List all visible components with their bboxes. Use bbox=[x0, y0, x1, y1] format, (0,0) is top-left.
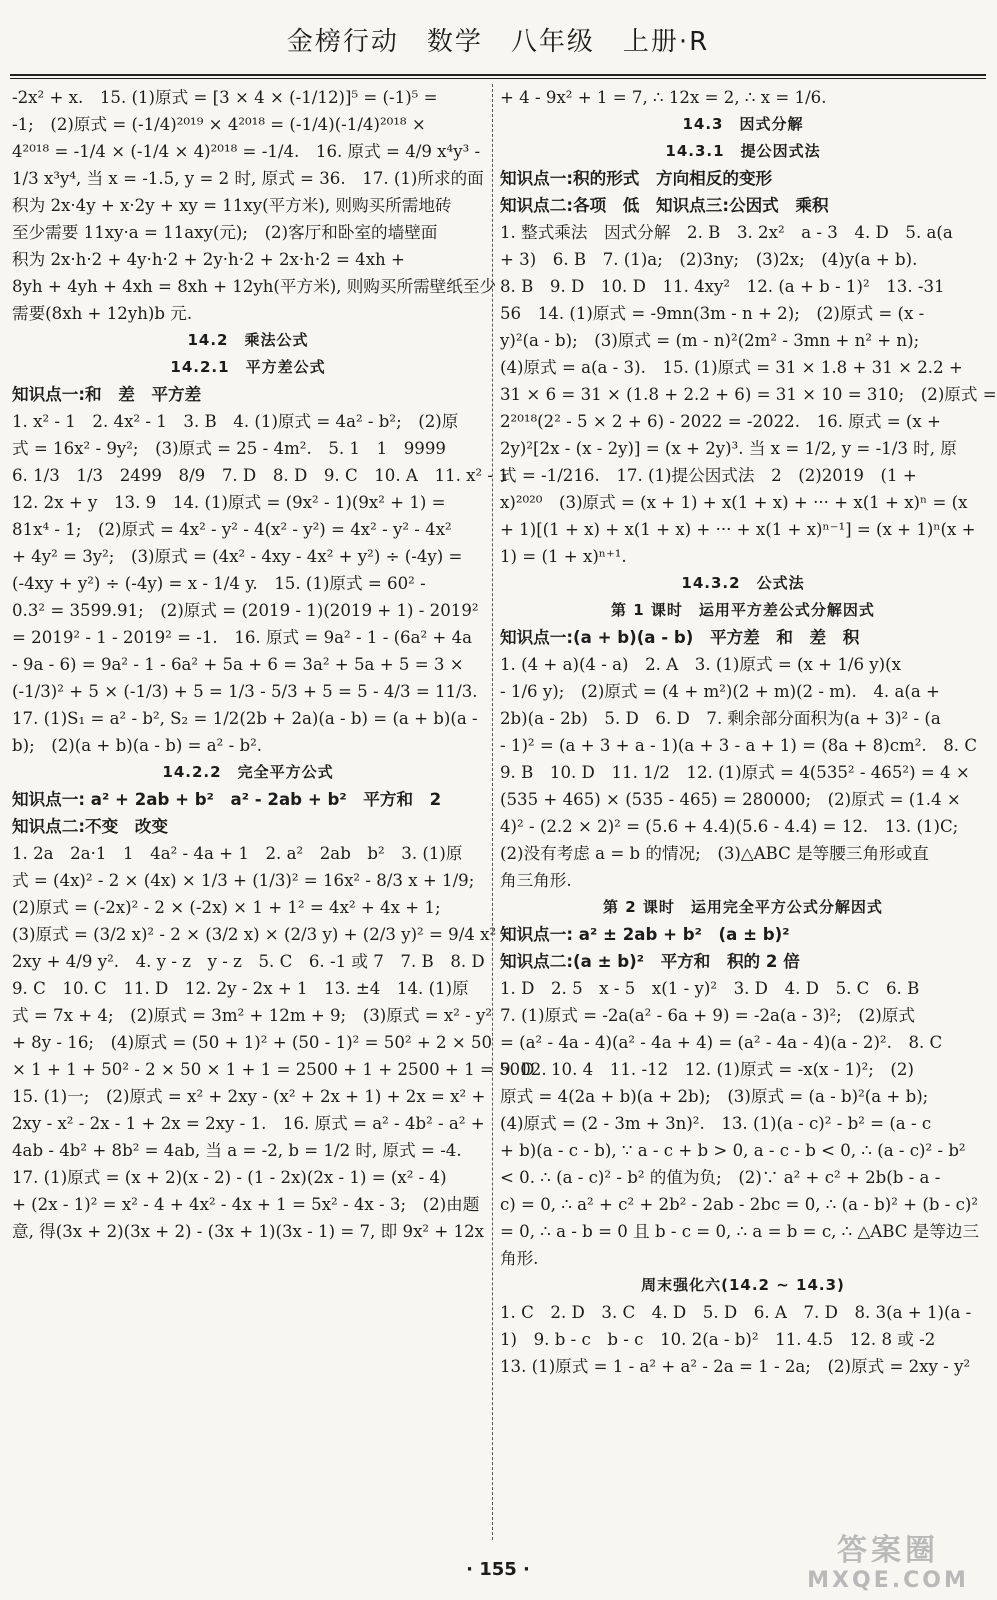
answer-line: 式 = 7x + 4; (2)原式 = 3m² + 12m + 9; (3)原式 = x² - y² bbox=[12, 1006, 493, 1025]
answer-line: 9. B 10. D 11. 1/2 12. (1)原式 = 4(535² - 465²) = 4 × bbox=[500, 763, 970, 782]
answer-line: 1. D 2. 5 x - 5 x(1 - y)² 3. D 4. D 5. C 6. B bbox=[500, 979, 920, 998]
answer-line: 9. D 10. 4 11. -12 12. (1)原式 = -x(x - 1)²; (2) bbox=[500, 1060, 914, 1079]
answer-line: 15. (1)一; (2)原式 = x² + 2xy - (x² + 2x + 1) + 2x = x² + bbox=[12, 1087, 486, 1106]
answer-line: + b)(a - c - b), ∵ a - c + b > 0, a - c - b < 0, ∴ (a - c)² - b² bbox=[500, 1141, 966, 1160]
page-number: · 155 · bbox=[466, 1559, 530, 1580]
answer-line: = 0, ∴ a - b = 0 且 b - c = 0, ∴ a = b = c, ∴ △ABC 是等边三 bbox=[500, 1222, 980, 1241]
knowledge-point: 知识点二:(a ± b)² 平方和 积的 2 倍 bbox=[500, 952, 800, 971]
right-column bbox=[500, 84, 997, 1540]
answer-line: + 4y² = 3y²; (3)原式 = (4x² - 4xy - 4x² + y²) ÷ (-4y) = bbox=[12, 547, 463, 566]
answer-line: 式 = (4x)² - 2 × (4x) × 1/3 + (1/3)² = 16x² - 8/3 x + 1/9; bbox=[12, 871, 475, 890]
header-rule-thin bbox=[10, 78, 986, 79]
answer-line: 2b)(a - 2b) 5. D 6. D 7. 剩余部分面积为(a + 3)² - (a bbox=[500, 709, 941, 728]
answer-line: 式 = -1/216. 17. (1)提公因式法 2 (2)2019 (1 + bbox=[500, 466, 917, 485]
answer-line: 4)² - (2.2 × 2)² = (5.6 + 4.4)(5.6 - 4.4) = 12. 13. (1)C; bbox=[500, 817, 959, 836]
knowledge-point: 知识点一: a² ± 2ab + b² (a ± b)² bbox=[500, 925, 790, 944]
watermark-logo bbox=[798, 1534, 978, 1596]
section-heading: 14.3.2 公式法 bbox=[681, 574, 805, 592]
section-heading: 第 1 课时 运用平方差公式分解因式 bbox=[611, 601, 875, 619]
answer-line: (2)没有考虑 a = b 的情况; (3)△ABC 是等腰三角形或直 bbox=[500, 844, 929, 863]
answer-line: × 1 + 1 + 50² - 2 × 50 × 1 + 1 = 2500 + 1 + 2500 + 1 = 5002. bbox=[12, 1060, 547, 1079]
answer-line: < 0. ∴ (a - c)² - b² 的值为负; (2)∵ a² + c² + 2b(b - a - bbox=[500, 1168, 941, 1187]
answer-line: 4²⁰¹⁸ = -1/4 × (-1/4 × 4)²⁰¹⁸ = -1/4. 16. 原式 = 4/9 x⁴y³ - bbox=[12, 142, 481, 161]
answer-line: 81x⁴ - 1; (2)原式 = 4x² - y² - 4(x² - y²) = 4x² - y² - 4x² bbox=[12, 520, 452, 539]
answer-line: + (2x - 1)² = x² - 4 + 4x² - 4x + 1 = 5x² - 4x - 3; (2)由题 bbox=[12, 1195, 480, 1214]
answer-line: 1/3 x³y⁴, 当 x = -1.5, y = 2 时, 原式 = 36. 17. (1)所求的面 bbox=[12, 169, 484, 188]
answer-line: (3)原式 = (3/2 x)² - 2 × (3/2 x) × (2/3 y) + (2/3 y)² = 9/4 x² - bbox=[12, 925, 508, 944]
column-divider bbox=[492, 84, 493, 1540]
answer-line: 1. 整式乘法 因式分解 2. B 3. 2x² a - 3 4. D 5. a(a bbox=[500, 223, 953, 242]
answer-line: x)²⁰²⁰ (3)原式 = (x + 1) + x(1 + x) + ··· + x(1 + x)ⁿ = (x bbox=[500, 493, 968, 512]
section-heading: 14.2 乘法公式 bbox=[187, 331, 309, 349]
answer-line: 2xy + 4/9 y². 4. y - z y - z 5. C 6. -1 或 7 7. B 8. D bbox=[12, 952, 485, 971]
answer-line: 17. (1)S₁ = a² - b², S₂ = 1/2(2b + 2a)(a - b) = (a + b)(a - bbox=[12, 709, 478, 728]
header-rule bbox=[10, 74, 986, 76]
knowledge-point: 知识点一: a² + 2ab + b² a² - 2ab + b² 平方和 2 bbox=[12, 790, 442, 809]
answer-line: 角三角形. bbox=[500, 871, 572, 890]
answer-line: (535 + 465) × (535 - 465) = 280000; (2)原式 = (1.4 × bbox=[500, 790, 961, 809]
section-heading: 14.2.2 完全平方公式 bbox=[162, 763, 334, 781]
answer-line: 0.3² = 3599.91; (2)原式 = (2019 - 1)(2019 + 1) - 2019² bbox=[12, 601, 479, 620]
section-heading: 第 2 课时 运用完全平方公式分解因式 bbox=[603, 898, 883, 916]
answer-line: 8yh + 4yh + 4xh = 8xh + 12yh(平方米), 则购买所需壁纸至少 bbox=[12, 277, 497, 296]
answer-line: 2xy - x² - 2x - 1 + 2x = 2xy - 1. 16. 原式 = a² - 4b² - a² + bbox=[12, 1114, 485, 1133]
page-header bbox=[0, 14, 996, 74]
watermark-text: 答案圈 bbox=[837, 1533, 939, 1568]
answer-line: = (a² - 4a - 4)(a² - 4a + 4) = (a² - 4a - 4)(a - 2)². 8. C bbox=[500, 1033, 943, 1052]
answer-line: 9. C 10. C 11. D 12. 2y - 2x + 1 13. ±4 14. (1)原 bbox=[12, 979, 469, 998]
answer-line: 积为 2x·4y + x·2y + xy = 11xy(平方米), 则购买所需地砖 bbox=[12, 196, 452, 215]
answer-line: 2y)²[2x - (x - 2y)] = (x + 2y)³. 当 x = 1/2, y = -1/3 时, 原 bbox=[500, 439, 957, 458]
answer-line: 原式 = 4(2a + b)(a + 2b); (3)原式 = (a - b)²(a + b); bbox=[500, 1087, 929, 1106]
answer-line: 56 14. (1)原式 = -9mn(3m - n + 2); (2)原式 = (x - bbox=[500, 304, 925, 323]
answer-line: 意, 得(3x + 2)(3x + 2) - (3x + 1)(3x - 1) = 7, 即 9x² + 12x bbox=[12, 1222, 485, 1241]
answer-line: c) = 0, ∴ a² + c² + 2b² - 2ab - 2bc = 0, ∴ (a - b)² + (b - c)² bbox=[500, 1195, 979, 1214]
answer-line: (-4xy + y²) ÷ (-4y) = x - 1/4 y. 15. (1)原式 = 60² - bbox=[12, 574, 426, 593]
answer-line: 积为 2x·h·2 + 4y·h·2 + 2y·h·2 + 2x·h·2 = 4xh + bbox=[12, 250, 405, 269]
section-heading: 14.3 因式分解 bbox=[682, 115, 804, 133]
answer-line: + 4 - 9x² + 1 = 7, ∴ 12x = 2, ∴ x = 1/6. bbox=[500, 88, 827, 107]
knowledge-point: 知识点一:和 差 平方差 bbox=[12, 385, 202, 404]
answer-line: 1. (4 + a)(4 - a) 2. A 3. (1)原式 = (x + 1/6 y)(x bbox=[500, 655, 901, 674]
answer-line: 31 × 6 = 31 × (1.8 + 2.2 + 6) = 31 × 10 = 310; (2)原式 = bbox=[500, 385, 997, 404]
answer-line: - 1)² = (a + 3 + a - 1)(a + 3 - a + 1) = (8a + 8)cm². 8. C bbox=[500, 736, 978, 755]
section-heading: 14.2.1 平方差公式 bbox=[170, 358, 326, 376]
answer-line: - 9a - 6) = 9a² - 1 - 6a² + 5a + 6 = 3a² + 5a + 5 = 3 × bbox=[12, 655, 464, 674]
answer-line: + 3) 6. B 7. (1)a; (2)3ny; (3)2x; (4)y(a + b). bbox=[500, 250, 918, 269]
knowledge-point: 知识点一:积的形式 方向相反的变形 bbox=[500, 169, 773, 188]
knowledge-point: 知识点二:各项 低 知识点三:公因式 乘积 bbox=[500, 196, 829, 215]
answer-line: 1) = (1 + x)ⁿ⁺¹. bbox=[500, 547, 627, 566]
answer-line: = 2019² - 1 - 2019² = -1. 16. 原式 = 9a² - 1 - (6a² + 4a bbox=[12, 628, 473, 647]
answer-line: 6. 1/3 1/3 2499 8/9 7. D 8. D 9. C 10. A 11. x² - 1 bbox=[12, 466, 509, 485]
answer-line: b); (2)(a + b)(a - b) = a² - b². bbox=[12, 736, 263, 755]
answer-line: 1. 2a 2a·1 1 4a² - 4a + 1 2. a² 2ab b² 3. (1)原 bbox=[12, 844, 463, 863]
answer-line: -1; (2)原式 = (-1/4)²⁰¹⁹ × 4²⁰¹⁸ = (-1/4)(-1/4)²⁰¹⁸ × bbox=[12, 115, 426, 134]
answer-line: 1. x² - 1 2. 4x² - 1 3. B 4. (1)原式 = 4a² - b²; (2)原 bbox=[12, 412, 459, 431]
answer-line: 角形. bbox=[500, 1249, 539, 1268]
answer-line: 13. (1)原式 = 1 - a² + a² - 2a = 1 - 2a; (2)原式 = 2xy - y² bbox=[500, 1357, 971, 1376]
answer-line: 1) 9. b - c b - c 10. 2(a - b)² 11. 4.5 12. 8 或 -2 bbox=[500, 1330, 936, 1349]
answer-line: 至少需要 11xy·a = 11axy(元); (2)客厅和卧室的墙壁面 bbox=[12, 223, 438, 242]
answer-line: (2)原式 = (-2x)² - 2 × (-2x) × 1 + 1² = 4x² + 4x + 1; bbox=[12, 898, 441, 917]
answer-line: 12. 2x + y 13. 9 14. (1)原式 = (9x² - 1)(9x² + 1) = bbox=[12, 493, 446, 512]
answer-line: (4)原式 = a(a - 3). 15. (1)原式 = 31 × 1.8 + 31 × 2.2 + bbox=[500, 358, 963, 377]
answer-line: 2²⁰¹⁸(2² - 5 × 2 + 6) - 2022 = -2022. 16. 原式 = (x + bbox=[500, 412, 941, 431]
answer-line: 1. C 2. D 3. C 4. D 5. D 6. A 7. D 8. 3(a + 1)(a - bbox=[500, 1303, 972, 1322]
answer-line: 4ab - 4b² + 8b² = 4ab, 当 a = -2, b = 1/2 时, 原式 = -4. bbox=[12, 1141, 462, 1160]
watermark-url: MXQE.COM bbox=[807, 1568, 969, 1593]
answer-line: 需要(8xh + 12yh)b 元. bbox=[12, 304, 193, 323]
answer-line: - 1/6 y); (2)原式 = (4 + m²)(2 + m)(2 - m). 4. a(a + bbox=[500, 682, 940, 701]
answer-line: (4)原式 = (2 - 3m + 3n)². 13. (1)(a - c)² - b² = (a - c bbox=[500, 1114, 932, 1133]
answer-line: 式 = 16x² - 9y²; (3)原式 = 25 - 4m². 5. 1 1 9999 bbox=[12, 439, 446, 458]
answer-line: + 8y - 16; (4)原式 = (50 + 1)² + (50 - 1)² = 50² + 2 × 50 bbox=[12, 1033, 493, 1052]
answer-line: + 1)[(1 + x) + x(1 + x) + ··· + x(1 + x)ⁿ⁻¹] = (x + 1)ⁿ(x + bbox=[500, 520, 976, 539]
answer-line: 8. B 9. D 10. D 11. 4xy² 12. (a + b - 1)² 13. -31 bbox=[500, 277, 945, 296]
knowledge-point: 知识点一:(a + b)(a - b) 平方差 和 差 积 bbox=[500, 628, 860, 647]
book-title: 金榜行动 数学 八年级 上册·R bbox=[286, 27, 710, 57]
answer-line: 17. (1)原式 = (x + 2)(x - 2) - (1 - 2x)(2x - 1) = (x² - 4) bbox=[12, 1168, 447, 1187]
section-heading: 14.3.1 提公因式法 bbox=[665, 142, 821, 160]
answer-line: (-1/3)² + 5 × (-1/3) + 5 = 1/3 - 5/3 + 5 = 5 - 4/3 = 11/3. bbox=[12, 682, 478, 701]
knowledge-point: 知识点二:不变 改变 bbox=[12, 817, 168, 836]
section-heading: 周末强化六(14.2 ~ 14.3) bbox=[641, 1276, 845, 1294]
answer-line: 7. (1)原式 = -2a(a² - 6a + 9) = -2a(a - 3)²; (2)原式 bbox=[500, 1006, 916, 1025]
answer-line: y)²(a - b); (3)原式 = (m - n)²(2m² - 3mn + n² + n); bbox=[500, 331, 920, 350]
answer-line: -2x² + x. 15. (1)原式 = [3 × 4 × (-1/12)]⁵ = (-1)⁵ = bbox=[12, 88, 438, 107]
